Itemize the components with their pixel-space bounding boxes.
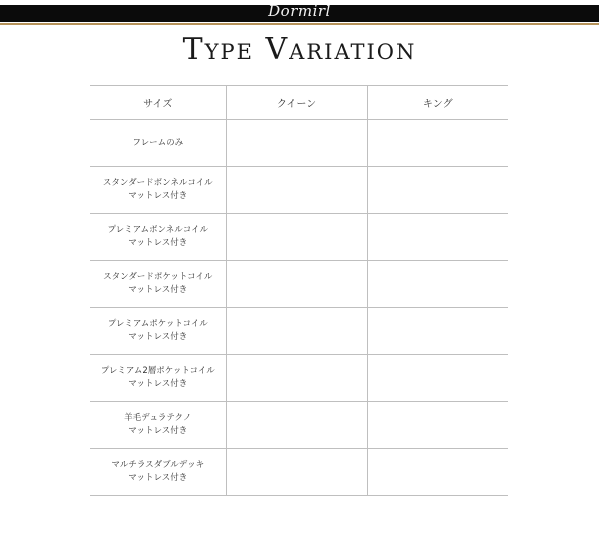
table-row [90, 308, 508, 355]
queen-cell [226, 449, 367, 496]
row-label-line2: マットレス付き [128, 238, 188, 248]
brand-header [0, 0, 599, 26]
brand-gold-line [0, 23, 599, 25]
table-row [90, 449, 508, 496]
row-label-line1: スタンダードポケットコイル [103, 272, 213, 282]
queen-cell [226, 402, 367, 449]
queen-cell [226, 261, 367, 308]
queen-cell [226, 120, 367, 167]
king-cell [367, 214, 508, 261]
header-king: キング [367, 86, 508, 120]
row-label [90, 308, 226, 355]
row-label-line2: マットレス付き [128, 379, 188, 389]
row-label [90, 214, 226, 261]
row-label [90, 261, 226, 308]
table-row [90, 261, 508, 308]
type-variation-table [90, 85, 508, 496]
king-cell [367, 261, 508, 308]
page-title: Type Variation [182, 32, 417, 67]
row-label [90, 449, 226, 496]
row-label-line1: スタンダードボンネルコイル [102, 178, 213, 188]
king-cell [367, 308, 508, 355]
queen-cell [226, 308, 367, 355]
king-cell [367, 167, 508, 214]
header-queen: クイーン [226, 86, 367, 120]
header-size: サイズ [90, 86, 226, 120]
row-label [90, 402, 226, 449]
row-label-line2: マットレス付き [128, 332, 188, 342]
row-label-line1: 羊毛デュラテクノ [124, 413, 192, 423]
king-cell [367, 120, 508, 167]
table-header-row [90, 86, 508, 120]
row-label-line1: フレームのみ [132, 137, 184, 148]
queen-cell [226, 355, 367, 402]
king-cell [367, 402, 508, 449]
row-label-line1: プレミアム2層ポケットコイル [100, 366, 215, 376]
table-row [90, 120, 508, 167]
row-label-line2: マットレス付き [128, 191, 188, 201]
row-label-line2: マットレス付き [128, 473, 188, 483]
queen-cell [226, 214, 367, 261]
king-cell [367, 355, 508, 402]
row-label-line2: マットレス付き [128, 285, 188, 295]
table-row [90, 355, 508, 402]
row-label [90, 120, 226, 167]
table-row [90, 167, 508, 214]
row-label [90, 355, 226, 402]
row-label-line2: マットレス付き [128, 426, 188, 436]
row-label [90, 167, 226, 214]
table-row [90, 402, 508, 449]
row-label-line1: プレミアムポケットコイル [107, 319, 208, 329]
brand-logo-text: Dormirl [268, 2, 331, 20]
row-label-line1: プレミアムボンネルコイル [107, 225, 209, 235]
table-row [90, 214, 508, 261]
king-cell [367, 449, 508, 496]
queen-cell [226, 167, 367, 214]
row-label-line1: マルチラスダブルデッキ [111, 460, 205, 470]
